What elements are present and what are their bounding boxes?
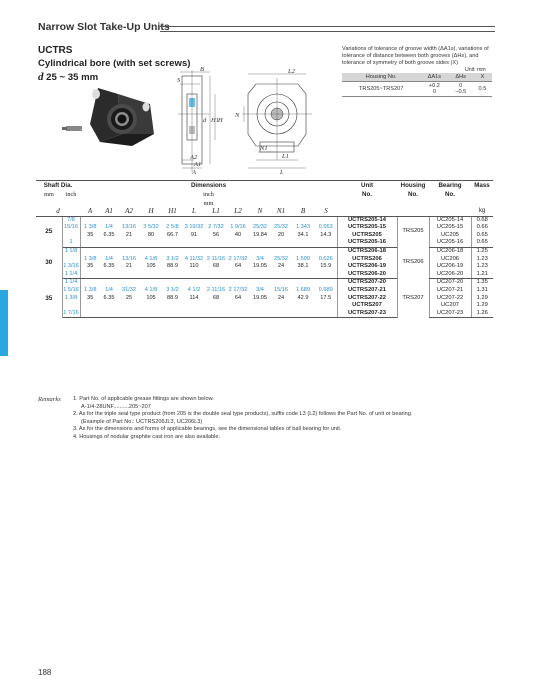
dim-empty-cell: [227, 310, 249, 318]
dim-empty-cell: [249, 247, 271, 255]
tolerance-table: [342, 73, 492, 97]
unit-no: UCTRS206: [337, 256, 397, 264]
dim-mm-cell: 105: [146, 263, 156, 270]
dim-empty-cell: [140, 279, 162, 287]
dim-empty-cell: [227, 216, 249, 224]
sym-L: L: [183, 208, 205, 216]
mass-value: 1.29: [471, 295, 493, 303]
dim-empty-cell: [227, 247, 249, 255]
dim-inch-cell: 1.500: [296, 255, 310, 262]
tolerance-note: Variations of tolerance of groove width (ΔA1s), variations of tolerance of distance between both grooves (ΔHs), and tolerance of symmetry of both groove sides (X): [342, 46, 489, 66]
dim-empty-cell: [118, 239, 140, 247]
unit-no: UCTRS205-14: [337, 216, 397, 224]
dim-inch-cell: 4 1/2: [187, 286, 201, 293]
bearing-no: UC206-18: [429, 247, 471, 255]
front-view: [242, 74, 312, 168]
dim-mm-cell: 38.1: [297, 263, 309, 270]
dim-empty-cell: [205, 247, 227, 255]
dim-empty-cell: [205, 239, 227, 247]
label-d: d: [203, 117, 207, 124]
dim-inch-cell: 25/32: [274, 255, 288, 262]
unit-no: UCTRS205-15: [337, 224, 397, 232]
unit-no: UCTRS207-23: [337, 310, 397, 318]
dim-inch-cell: 1 3/8: [84, 224, 97, 231]
unit-no: UCTRS207: [337, 302, 397, 310]
sym-H: H: [140, 208, 162, 216]
shaft-dia-mm: 25: [36, 216, 62, 247]
dim-inch-cell: 3 1/2: [166, 255, 179, 262]
dim-mm-cell: 88.9: [167, 294, 178, 301]
dim-inch-cell: 1/4: [105, 255, 113, 262]
bearing-no: UC205-14: [429, 216, 471, 224]
dim-empty-cell: [100, 216, 118, 224]
th-bearing-no: No.: [445, 191, 455, 198]
label-N: N: [235, 112, 240, 119]
dim-mm-cell: 20: [277, 231, 285, 238]
dia-symbol: d: [38, 71, 44, 83]
dim-mm-cell: 6.35: [103, 294, 115, 301]
dim-mm-cell: 42.9: [297, 294, 309, 301]
dim-inch-cell: 1 3/8: [84, 255, 97, 262]
sym-d: d: [36, 208, 80, 216]
dim-empty-cell: [162, 271, 183, 279]
dim-mm-cell: 6.35: [103, 231, 115, 238]
housing-no: TRS206: [397, 247, 429, 278]
dim-empty-cell: [140, 302, 162, 310]
mass-value: 0.65: [471, 239, 493, 247]
dim-empty-cell: [100, 271, 118, 279]
dim-inch-cell: 31/32: [122, 286, 136, 293]
dim-mm-cell: 91: [190, 231, 198, 238]
mass-value: 0.65: [471, 232, 493, 240]
dim-empty-cell: [315, 302, 337, 310]
bearing-no: UC206: [429, 256, 471, 264]
dim-empty-cell: [140, 271, 162, 279]
th-housing-no: No.: [408, 191, 418, 198]
dim-inch-cell: 1/4: [105, 286, 113, 293]
dim-inch-cell: 2 7/32: [208, 224, 224, 231]
unit-no: UCTRS206-20: [337, 271, 397, 279]
sym-L1: L1: [205, 208, 227, 216]
table-row: [36, 247, 493, 255]
mass-value: 1.29: [471, 302, 493, 310]
shaft-dia-inch: 1: [62, 239, 80, 247]
dim-empty-cell: [205, 302, 227, 310]
unit-no: UCTRS207-22: [337, 295, 397, 303]
label-H: H: [218, 117, 223, 124]
dim-empty-cell: [291, 271, 315, 279]
dim-inch-cell: 3/4: [256, 286, 264, 293]
dim-mm-cell: 35: [87, 294, 94, 301]
tol-a1s: [420, 82, 448, 97]
dim-mm-cell: 56: [212, 231, 220, 238]
dim-empty-cell: [140, 310, 162, 318]
dim-empty-cell: [315, 271, 337, 279]
dim-mm-cell: 105: [146, 294, 156, 301]
bearing-no: UC205-15: [429, 224, 471, 232]
model-subtitle: Cylindrical bore (with set screws): [38, 58, 191, 69]
dim-inch-cell: 0.689: [318, 286, 333, 293]
dim-empty-cell: [249, 216, 271, 224]
dim-empty-cell: [271, 310, 291, 318]
section-title: Narrow Slot Take-Up Units: [38, 21, 170, 33]
th-shaft-mm: mm: [44, 191, 54, 198]
label-L1: L1: [282, 153, 289, 160]
th-housing: Housing: [397, 181, 429, 191]
dim-empty-cell: [271, 302, 291, 310]
mass-value: 0.66: [471, 224, 493, 232]
dim-empty-cell: [183, 302, 205, 310]
th-bearing: Bearing: [429, 181, 471, 191]
tol-a1s-lower: 0: [432, 89, 436, 95]
mass-value: 1.25: [471, 247, 493, 255]
side-tab: [0, 290, 8, 356]
dim-empty-cell: [291, 302, 315, 310]
dim-inch-cell: 0.563: [318, 224, 333, 231]
table-row: [36, 216, 493, 224]
remark-line: 4. Housings of nodular graphite cast iron are also available.: [73, 433, 221, 440]
th-dim-inch: inch: [203, 191, 214, 198]
housing-no: TRS205: [397, 216, 429, 247]
dim-inch-cell: 1 9/16: [230, 224, 246, 231]
dim-empty-cell: [183, 247, 205, 255]
dim-inch-cell: 25/32: [253, 224, 267, 231]
dim-empty-cell: [205, 216, 227, 224]
unit-no: UCTRS207-21: [337, 287, 397, 295]
dim-empty-cell: [100, 239, 118, 247]
technical-drawing: [60, 64, 330, 176]
th-blank: [471, 190, 493, 199]
dim-mm-cell: 80: [147, 231, 155, 238]
tol-head-a1s: ΔA1s: [420, 73, 448, 82]
label-L2: L2: [288, 68, 295, 75]
dim-inch-cell: 1.343: [296, 224, 310, 231]
dim-empty-cell: [291, 247, 315, 255]
dim-mm-cell: 35: [87, 231, 94, 238]
dim-empty-cell: [162, 302, 183, 310]
dim-empty-cell: [100, 310, 118, 318]
dim-inch-cell: 2 11/16: [206, 255, 226, 262]
shaft-dia-inch: [62, 302, 80, 310]
th-shaft-dia: Shaft Dia.: [36, 181, 80, 191]
shaft-dia-inch: 1 1/8: [62, 247, 80, 255]
bearing-no: UC206-19: [429, 263, 471, 271]
dim-empty-cell: [100, 279, 118, 287]
shaft-dia-inch: [62, 256, 80, 264]
model-title: UCTRS: [38, 45, 73, 56]
remark-line: 1. Part No. of applicable grease fittings are shown below.: [73, 396, 214, 402]
dim-inch-cell: 2 11/16: [206, 286, 226, 293]
dim-inch-cell: 13/16: [122, 255, 136, 262]
dim-empty-cell: [162, 247, 183, 255]
dim-mm-cell: 40: [234, 231, 242, 238]
dim-inch-cell: 4 1/8: [144, 286, 158, 293]
tolerance-unit: Unit: mm: [465, 67, 486, 73]
dim-mm-cell: 6.35: [103, 263, 115, 270]
dim-empty-cell: [271, 279, 291, 287]
dim-mm-cell: 66.7: [167, 231, 178, 238]
remark-line: (Example of Part No.: UCTRS206JL3, UC206L3): [81, 418, 203, 425]
dim-mm-cell: 21: [125, 263, 133, 270]
unit-no: UCTRS206-18: [337, 247, 397, 255]
tol-head-hs: ΔHs: [449, 73, 473, 82]
dim-empty-cell: [271, 239, 291, 247]
dim-empty-cell: [80, 271, 100, 279]
dim-empty-cell: [80, 239, 100, 247]
shaft-dia-inch: [62, 232, 80, 240]
sym-A: A: [80, 208, 100, 216]
shaft-dia-mm: 35: [36, 279, 62, 318]
page-number: 188: [38, 668, 52, 677]
dim-mm-cell: 88.9: [167, 263, 178, 270]
label-N1: N1: [260, 145, 268, 152]
shaft-dia-inch: 1 1/4: [62, 279, 80, 287]
sym-A1: A1: [100, 208, 118, 216]
bearing-no: UC207-20: [429, 279, 471, 287]
dim-empty-cell: [315, 279, 337, 287]
dim-mm-cell: 35: [87, 263, 94, 270]
unit-no: UCTRS206-19: [337, 263, 397, 271]
bearing-no: UC207-23: [429, 310, 471, 318]
sym-N: N: [249, 208, 271, 216]
dim-inch-cell: 1/4: [105, 224, 113, 231]
dim-empty-cell: [205, 271, 227, 279]
shaft-dia-inch: 1 3/8: [62, 295, 80, 303]
sym-S: S: [315, 208, 337, 216]
table-row: [36, 279, 493, 287]
bearing-no: UC207-22: [429, 295, 471, 303]
dim-inch-cell: 3 19/32: [184, 224, 204, 231]
dim-empty-cell: [315, 310, 337, 318]
label-L: L: [280, 169, 284, 176]
dim-inch-cell: 3 5/32: [143, 224, 159, 231]
dim-inch-cell: 1.689: [296, 286, 310, 293]
shaft-dia-inch: 7/8: [62, 216, 80, 224]
dim-inch-cell: 4 11/32: [184, 255, 204, 262]
dim-empty-cell: [227, 271, 249, 279]
bearing-no: UC205: [429, 232, 471, 240]
dim-empty-cell: [249, 310, 271, 318]
dim-empty-cell: [140, 247, 162, 255]
label-S: S: [177, 77, 181, 84]
dim-empty-cell: [315, 239, 337, 247]
dim-mm-cell: 15.9: [320, 263, 332, 270]
dim-empty-cell: [118, 279, 140, 287]
th-dim-mm: mm: [203, 200, 214, 207]
th-mass: Mass: [471, 181, 493, 191]
mass-unit: kg: [471, 208, 493, 216]
mass-value: 1.26: [471, 310, 493, 318]
dim-empty-cell: [205, 279, 227, 287]
dim-empty-cell: [118, 271, 140, 279]
shaft-dia-inch: 1 1/4: [62, 271, 80, 279]
dim-empty-cell: [249, 271, 271, 279]
tol-x: 0.5: [473, 82, 492, 97]
dim-empty-cell: [162, 239, 183, 247]
dim-empty-cell: [183, 279, 205, 287]
dim-empty-cell: [291, 239, 315, 247]
dim-empty-cell: [162, 310, 183, 318]
dim-inch-cell: 2 17/32: [228, 286, 248, 293]
dim-mm-cell: 34.1: [297, 231, 309, 238]
bearing-no: UC206-20: [429, 271, 471, 279]
dim-empty-cell: [227, 239, 249, 247]
mass-value: 0.68: [471, 216, 493, 224]
unit-no: UCTRS207-20: [337, 279, 397, 287]
mass-value: 1.23: [471, 263, 493, 271]
dim-empty-cell: [80, 279, 100, 287]
dim-inch-cell: 13/16: [122, 224, 136, 231]
dim-mm-cell: 110: [189, 263, 199, 270]
sym-L2: L2: [227, 208, 249, 216]
dim-inch-cell: 15/16: [274, 286, 288, 293]
remark-line: 2. As for the triple seal type product (from 205 is the double seal type products), suffix code L3 (L2) follows the Part No. of unit or bearing.: [73, 411, 413, 418]
dim-empty-cell: [80, 216, 100, 224]
dim-inch-cell: 2 17/32: [228, 255, 248, 262]
label-A: A: [192, 169, 196, 176]
dim-empty-cell: [100, 247, 118, 255]
dim-mm-cell: 19.05: [253, 294, 267, 301]
dia-range-value: 25 ~ 35 mm: [46, 72, 99, 83]
label-A1: A1: [194, 161, 202, 168]
dim-inch-cell: 3/4: [256, 255, 264, 262]
dim-inch-cell: 25/32: [274, 224, 288, 231]
dim-mm-cell: 24: [277, 294, 285, 301]
shaft-dia-inch: 1 7/16: [62, 310, 80, 318]
shaft-dia-inch: 15/16: [64, 224, 78, 231]
sym-B: B: [291, 208, 315, 216]
bearing-no: UC205-16: [429, 239, 471, 247]
dim-empty-cell: [249, 302, 271, 310]
dim-mm-cell: 64: [234, 263, 242, 270]
dim-mm-cell: 17.5: [320, 294, 332, 301]
th-shaft-inch: inch: [65, 191, 77, 198]
sym-H1: H1: [162, 208, 183, 216]
sym-N1: N1: [271, 208, 291, 216]
dim-empty-cell: [227, 279, 249, 287]
unit-no: UCTRS205: [337, 232, 397, 240]
dim-empty-cell: [118, 310, 140, 318]
mass-value: 1.21: [471, 271, 493, 279]
dim-empty-cell: [315, 247, 337, 255]
dim-empty-cell: [183, 216, 205, 224]
remark-line: A-1/4-28UNF..........205~207: [81, 403, 151, 410]
remarks-label: Remarks: [38, 396, 61, 403]
dim-mm-cell: 114: [189, 294, 199, 301]
dim-empty-cell: [183, 239, 205, 247]
shaft-dia-mm: 30: [36, 247, 62, 278]
dim-empty-cell: [271, 247, 291, 255]
dim-empty-cell: [271, 271, 291, 279]
tol-head-x: X: [473, 73, 492, 82]
dim-inch-cell: 3 1/2: [166, 286, 179, 293]
bearing-no: UC207: [429, 302, 471, 310]
dim-empty-cell: [140, 216, 162, 224]
symbol-row: [36, 208, 493, 216]
tol-housing: TRS205~TRS207: [342, 82, 420, 97]
mass-value: 1.31: [471, 287, 493, 295]
dim-empty-cell: [249, 239, 271, 247]
dim-empty-cell: [140, 239, 162, 247]
dim-empty-cell: [227, 302, 249, 310]
product-photo: [62, 88, 154, 146]
dim-inch-cell: 2 5/8: [166, 224, 179, 231]
dim-mm-cell: 68: [212, 263, 220, 270]
tol-head-housing: Housing No.: [342, 73, 420, 82]
dim-empty-cell: [249, 279, 271, 287]
dim-empty-cell: [291, 310, 315, 318]
tol-hs-upper: 0: [459, 83, 463, 89]
table-body: [36, 216, 493, 318]
dim-empty-cell: [80, 247, 100, 255]
dim-empty-cell: [162, 216, 183, 224]
tol-a1s-upper: +0.2: [428, 83, 440, 89]
dim-empty-cell: [183, 271, 205, 279]
dim-mm-cell: 21: [125, 231, 133, 238]
tol-hs-lower: −0.5: [455, 89, 467, 95]
dim-empty-cell: [118, 247, 140, 255]
dim-empty-cell: [100, 302, 118, 310]
dim-empty-cell: [291, 216, 315, 224]
dim-empty-cell: [118, 302, 140, 310]
housing-no: TRS207: [397, 279, 429, 318]
dim-mm-cell: 25: [125, 294, 133, 301]
dim-empty-cell: [162, 279, 183, 287]
shaft-dia-inch: 1 5/16: [63, 286, 79, 293]
dim-mm-cell: 19.05: [253, 263, 267, 270]
label-A2: A2: [190, 154, 198, 161]
dim-mm-cell: 24: [277, 263, 285, 270]
sym-A2: A2: [118, 208, 140, 216]
dim-mm-cell: 64: [234, 294, 242, 301]
dim-mm-cell: 68: [212, 294, 220, 301]
dim-inch-cell: 0.626: [318, 255, 333, 262]
dim-mm-cell: 14.3: [320, 231, 332, 238]
dim-empty-cell: [205, 310, 227, 318]
dim-empty-cell: [291, 279, 315, 287]
label-B: B: [200, 66, 204, 73]
bearing-no: UC207-21: [429, 287, 471, 295]
shaft-dia-inch: 1 3/16: [63, 263, 79, 270]
dim-empty-cell: [80, 302, 100, 310]
dim-empty-cell: [80, 310, 100, 318]
mass-value: 1.23: [471, 256, 493, 264]
dim-inch-cell: 1 3/8: [84, 286, 97, 293]
remark-line: 3. As for the dimensions and forms of applicable bearings, see the dimensional tables of ball bearing for unit.: [73, 426, 342, 433]
dim-empty-cell: [271, 216, 291, 224]
dim-empty-cell: [118, 216, 140, 224]
header-rule: [160, 26, 495, 32]
remarks-lines: [73, 396, 493, 442]
dim-inch-cell: 4 1/8: [144, 255, 158, 262]
dim-mm-cell: 19.84: [253, 231, 267, 238]
dim-empty-cell: [183, 310, 205, 318]
th-unit: Unit: [337, 181, 397, 191]
mass-value: 1.35: [471, 279, 493, 287]
tol-hs: [449, 82, 473, 97]
dim-empty-cell: [315, 216, 337, 224]
th-unit-no: No.: [362, 191, 372, 198]
dimensions-table: [36, 180, 493, 318]
label-H1: H1: [211, 117, 219, 124]
th-dimensions: Dimensions: [80, 181, 337, 191]
unit-no: UCTRS205-16: [337, 239, 397, 247]
